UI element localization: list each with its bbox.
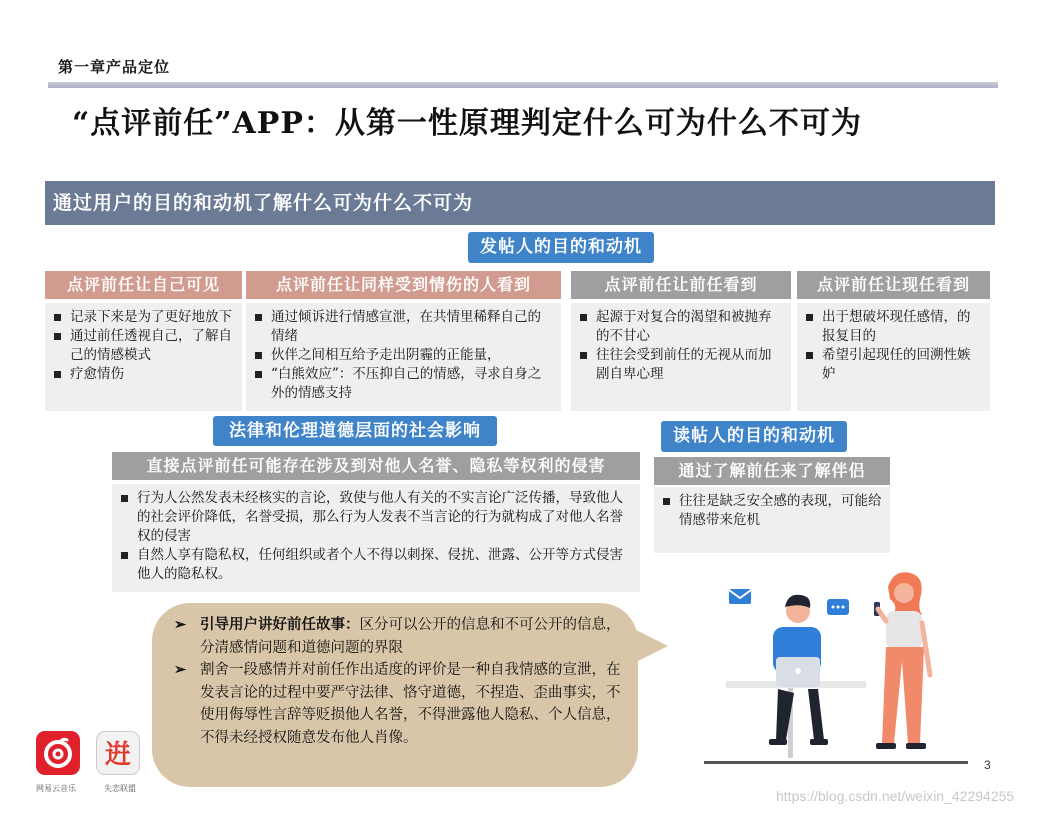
poster-motive-pill: 发帖人的目的和动机 — [468, 232, 654, 263]
bullet-item: 记录下来是为了更好地放下 — [51, 308, 234, 327]
section-banner: 通过用户的目的和动机了解什么可为什么不可为 — [45, 181, 995, 225]
svg-text:逬: 逬 — [104, 740, 132, 770]
slide-title: “点评前任”APP：从第一性原理判定什么可为什么不可为 — [72, 106, 862, 141]
bullet-item: 起源于对复合的渴望和被抛弃的不甘心 — [577, 308, 783, 346]
column-header-ex: 点评前任让前任看到 — [571, 271, 791, 299]
bubble-item-lead: 引导用户讲好前任故事： — [200, 616, 360, 633]
bullet-item: 疗愈情伤 — [51, 365, 234, 384]
couple-illustration — [696, 565, 986, 774]
chapter-label: 第一章产品定位 — [58, 58, 171, 76]
reader-motive-pill: 读帖人的目的和动机 — [661, 421, 847, 452]
watermark-url: https://blog.csdn.net/weixin_42294255 — [776, 788, 1015, 804]
column-header-peers: 点评前任让同样受到情伤的人看到 — [246, 271, 561, 299]
header-divider — [48, 82, 998, 88]
column-box-peers — [246, 303, 561, 411]
reader-header: 通过了解前任来了解伴侣 — [654, 457, 890, 485]
bullet-item: 往往是缺乏安全感的表现，可能给情感带来危机 — [660, 492, 882, 530]
arrow-bullet-icon: ➢ — [174, 661, 187, 678]
legal-box — [112, 484, 640, 592]
bubble-item — [172, 659, 622, 749]
bubble-item-text: 割舍一段感情并对前任作出适度的评价是一种自我情感的宣泄，在发表言论的过程中要严守法律、恪守道德，不捏造、歪曲事实，不使用侮辱性言辞等贬损他人名誉，不得泄露他人隐私、个人信息，不得未经授权随意发布他人肖像。 — [200, 662, 621, 746]
speech-bubble-tail — [632, 628, 668, 664]
logo-caption: 网易云音乐 — [36, 784, 76, 793]
logo-caption: 失恋联盟 — [104, 784, 136, 793]
legal-header: 直接点评前任可能存在涉及到对他人名誉、隐私等权利的侵害 — [112, 452, 640, 480]
bullet-item: 通过倾诉进行情感宣泄，在共情里稀释自己的情绪 — [252, 308, 553, 346]
bubble-item — [172, 614, 622, 659]
column-box-ex — [571, 303, 791, 411]
column-box-self — [45, 303, 242, 411]
bullet-item: 通过前任透视自己，了解自己的情感模式 — [51, 327, 234, 365]
breakup-alliance-logo — [96, 731, 140, 775]
bubble-item-text: 区分可以公开的信息和不可公开的信息，分清感情问题和道德问题的界限 — [200, 617, 621, 656]
column-header-current: 点评前任让现任看到 — [797, 271, 990, 299]
speech-bubble-text — [172, 614, 622, 749]
column-header-self: 点评前任让自己可见 — [45, 271, 242, 299]
page-number: 3 — [984, 758, 991, 772]
arrow-bullet-icon: ➢ — [174, 616, 187, 633]
bullet-item: 出于想破坏现任感情，的报复目的 — [803, 308, 982, 346]
column-box-current — [797, 303, 990, 411]
reader-box — [654, 487, 890, 553]
netease-music-logo — [36, 731, 80, 775]
bullet-item: 行为人公然发表未经核实的言论，致使与他人有关的不实言论广泛传播，导致他人的社会评价降低，名誉受损，那么行为人发表不当言论的行为就构成了对他人名誉权的侵害 — [118, 489, 632, 546]
legal-impact-pill: 法律和伦理道德层面的社会影响 — [213, 416, 497, 446]
bullet-item: 自然人享有隐私权，任何组织或者个人不得以刺探、侵扰、泄露、公开等方式侵害他人的隐私权。 — [118, 546, 632, 584]
bullet-item: 往往会受到前任的无视从而加剧自卑心理 — [577, 346, 783, 384]
bullet-item: 希望引起现任的回溯性嫉妒 — [803, 346, 982, 384]
bullet-item: 伙伴之间相互给予走出阴霾的正能量， — [252, 346, 553, 365]
bullet-item: “白熊效应”：不压抑自己的情感，寻求自身之外的情感支持 — [252, 365, 553, 403]
